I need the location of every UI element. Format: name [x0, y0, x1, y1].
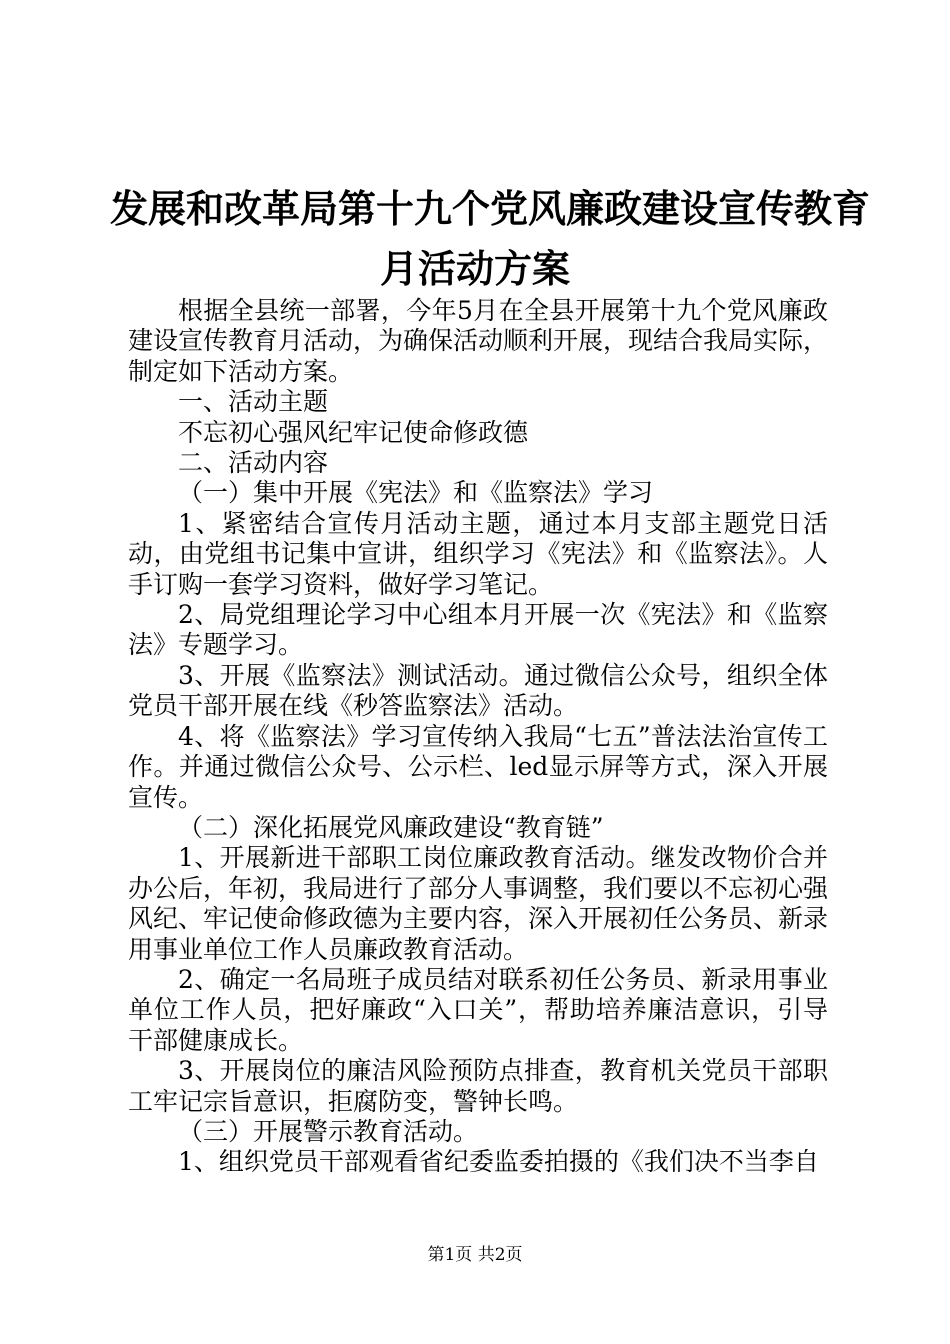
subsection-heading-2: （二）深化拓展党风廉政建设“教育链” — [178, 812, 604, 842]
list-item: 1、紧密结合宣传月活动主题，通过本月支部主题党日活动，由党组书记集中宣讲，组织学习《宪法》和《监察法》。人手订购一套学习资料，做好学习笔记。 — [128, 508, 828, 599]
list-item: 2、局党组理论学习中心组本月开展一次《宪法》和《监察法》专题学习。 — [128, 600, 828, 660]
theme-text: 不忘初心强风纪牢记使命修政德 — [178, 417, 529, 447]
document-title-line-1: 发展和改革局第十九个党风廉政建设宣传教育 — [110, 186, 871, 231]
section-heading-theme: 一、活动主题 — [178, 387, 329, 417]
list-item: 2、确定一名局班子成员结对联系初任公务员、新录用事业单位工作人员，把好廉政“入口关”，帮助培养廉洁意识，引导干部健康成长。 — [128, 964, 828, 1055]
document-title-line-2: 月活动方案 — [379, 246, 570, 291]
list-item: 1、开展新进干部职工岗位廉政教育活动。继发改物价合并办公后，年初，我局进行了部分人事调整，我们要以不忘初心强风纪、牢记使命修政德为主要内容，深入开展初任公务员、新录用事业单位工作人员廉政教育活动。 — [128, 843, 829, 964]
page-footer: 第1页 共2页 — [427, 1245, 523, 1265]
list-item: 4、将《监察法》学习宣传纳入我局“七五”普法法治宣传工作。并通过微信公众号、公示栏、led显示屏等方式，深入开展宣传。 — [128, 721, 828, 812]
document-body — [128, 296, 828, 1178]
list-item: 3、开展《监察法》测试活动。通过微信公众号，组织全体党员干部开展在线《秒答监察法》活动。 — [128, 660, 828, 721]
subsection-heading-1: （一）集中开展《宪法》和《监察法》学习 — [178, 478, 654, 508]
list-item: 1、组织党员干部观看省纪委监委拍摄的《我们决不当李自 — [178, 1147, 819, 1177]
subsection-heading-3: （三）开展警示教育活动。 — [178, 1116, 479, 1146]
intro-paragraph: 根据全县统一部署，今年5月在全县开展第十九个党风廉政建设宣传教育月活动，为确保活动顺利开展，现结合我局实际，制定如下活动方案。 — [128, 296, 829, 386]
list-item: 3、开展岗位的廉洁风险预防点排查，教育机关党员干部职工牢记宗旨意识，拒腐防变，警钟长鸣。 — [128, 1056, 828, 1116]
section-heading-content: 二、活动内容 — [178, 448, 329, 478]
